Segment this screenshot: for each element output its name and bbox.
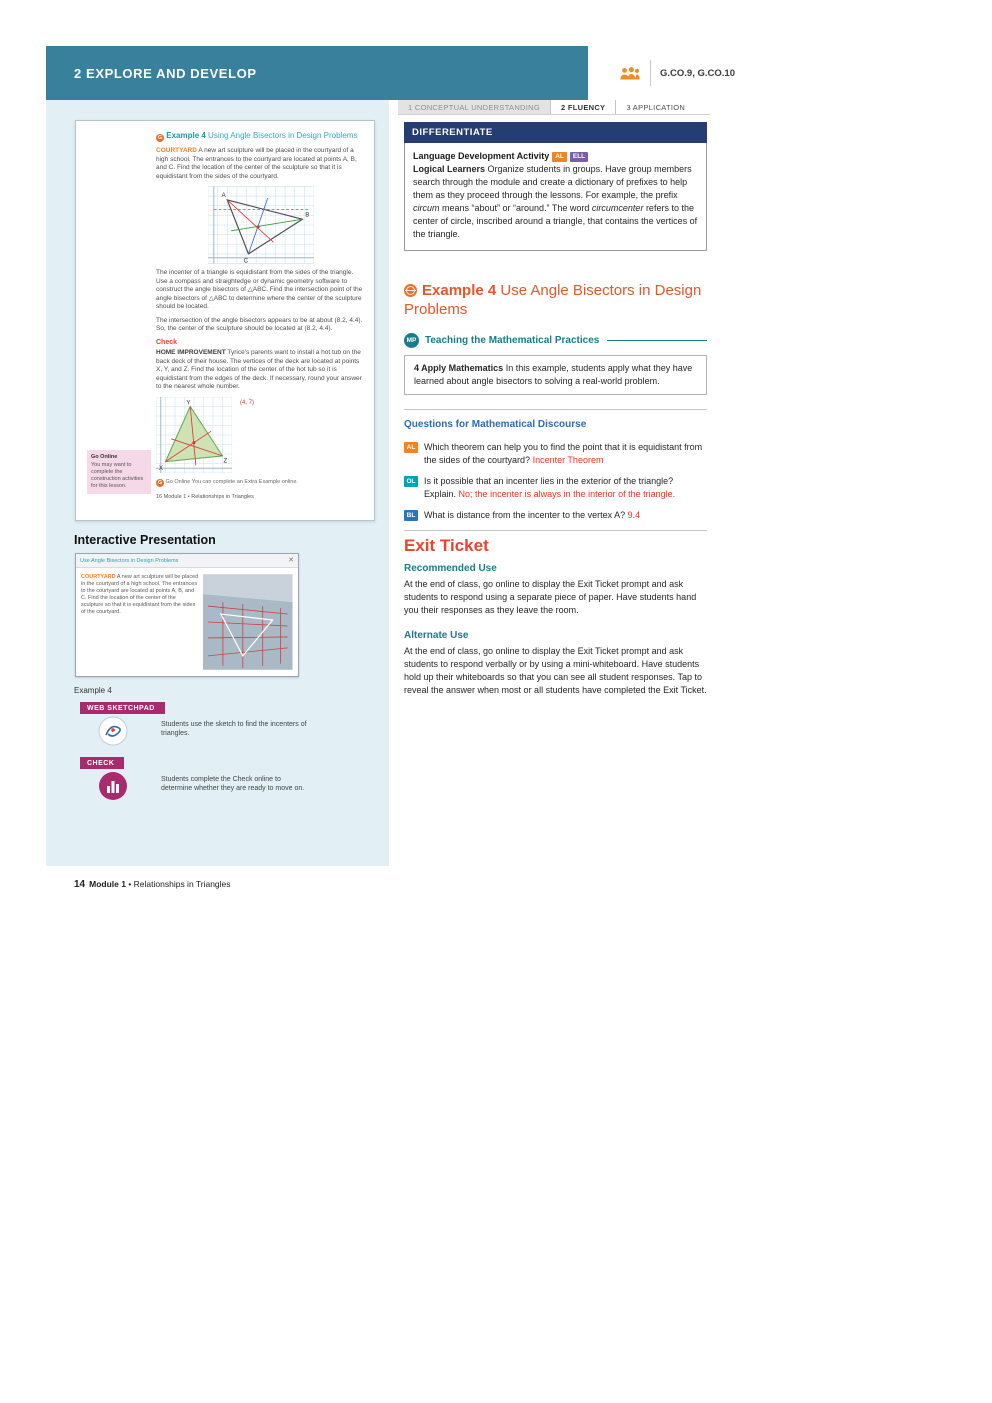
teaching-mp-row: [404, 333, 707, 348]
slide-title: Use Angle Bisectors in Design Problems: [80, 557, 179, 564]
slide-courtyard-label: COURTYARD: [81, 574, 116, 580]
courtyard-paragraph: [156, 147, 366, 181]
incenter-paragraph: The incenter of a triangle is equidistant from the sides of the triangle. Use a compass and straightedge or dynamic geometry software to construct the angle bisectors of △ABC. Find the intersection point of the angle bisectors of △ABC to determine where the center of the sculpture should be located.: [156, 269, 363, 310]
home-improvement-paragraph: [156, 349, 366, 392]
mp-note-box: [404, 355, 707, 395]
page-footer: [74, 879, 231, 890]
extra-example-text: Go Online You can complete an Extra Example online.: [165, 478, 298, 485]
diff-italic1: circum: [413, 203, 440, 213]
rigor-tabbar: [398, 100, 710, 115]
recommended-use-body: At the end of class, go online to display the Exit Ticket prompt and ask students to respond using a separate piece of paper. Have students hand you their responses as they leave the room.: [404, 579, 697, 615]
differentiate-box: [404, 122, 707, 251]
badge-ol: OL: [404, 476, 418, 487]
diff-seg1: Organize students in groups. Have group members search through the module and create a dictionary of prefixes to help them as they proceed through the lessons. For example, the prefix: [413, 164, 692, 200]
student-page-preview: [75, 120, 375, 521]
thumbnail-caption: Example 4: [74, 686, 112, 695]
go-online-title: Go Online: [91, 454, 118, 460]
courtyard-coordinate-graph: [208, 186, 314, 264]
graph2-vertex-x: X: [158, 464, 163, 472]
student-example-heading: [156, 131, 366, 142]
differentiate-header: DIFFERENTIATE: [404, 122, 707, 143]
mp-note-lead: 4 Apply Mathematics: [414, 363, 504, 373]
web-sketchpad-text: Students use the sketch to find the incenters of triangles.: [161, 721, 307, 737]
page-number: 14: [74, 879, 86, 890]
badge-ell: ELL: [570, 152, 588, 162]
mp-note-body: In this example, students apply what they have learned about angle bisectors to solving a real-world problem.: [414, 363, 693, 386]
conclusion-paragraph: The intersection of the angle bisectors appears to be at about (8.2, 4.4). So, the center of the sculpture should be located at (8.2, 4.4).: [156, 316, 363, 332]
diff-seg3: refers to the center of circle, inscribed around a triangle, that contains the vertices of the triangle.: [413, 203, 698, 239]
thumbnail-body: [76, 568, 298, 676]
activity-title: Language Development Activity: [413, 151, 550, 161]
section-header: [46, 46, 766, 100]
badge-bl: BL: [404, 510, 418, 521]
discourse-question-row: [404, 441, 707, 467]
extra-example-note: [156, 478, 366, 487]
alternate-use-body: At the end of class, go online to display the Exit Ticket prompt and ask students to respond verbally or by using a mini-whiteboard. Have students hold up their whiteboards so that you can see all student responses. Tap to reveal the answer when most or all students have completed the Exit Ticket.: [404, 646, 707, 695]
tab-fluency[interactable]: 2 FLUENCY: [550, 100, 615, 114]
check-banner: CHECK: [80, 757, 124, 769]
web-sketchpad-icon: [98, 716, 128, 746]
example4-heading: [404, 281, 707, 319]
student-page-footer: 16 Module 1 • Relationships in Triangles: [156, 493, 254, 500]
module-label: Module 1: [89, 879, 126, 889]
diff-seg2: means “about” or “around.” The word: [439, 203, 592, 213]
module-title: • Relationships in Triangles: [125, 879, 231, 889]
standards-text: G.CO.9, G.CO.10: [660, 67, 735, 79]
differentiate-paragraph: [413, 163, 698, 241]
go-online-text: You may want to complete the construction activities for this lesson.: [91, 462, 144, 489]
check-text: Students complete the Check online to determine whether they are ready to move on.: [161, 776, 305, 792]
answer: Incenter Theorem: [532, 455, 604, 465]
alternate-use-heading: Alternate Use: [404, 630, 469, 641]
answer: 9.4: [627, 510, 641, 520]
deck-coordinate-graph: [156, 397, 232, 473]
discourse-question-row: [404, 475, 707, 501]
question-text: [424, 509, 640, 522]
graph2-vertex-y: Y: [186, 399, 191, 407]
graph1-vertex-c: C: [243, 257, 249, 264]
example4-title: Use Angle Bisectors in Design Problems: [404, 282, 702, 318]
answer: No; the incenter is always in the interior of the triangle.: [458, 489, 676, 499]
slide-text: [81, 574, 198, 670]
badge-al: AL: [404, 442, 418, 453]
thumbnail-titlebar: [76, 554, 298, 568]
differentiate-body: [404, 143, 707, 251]
exit-ticket-heading: Exit Ticket: [404, 536, 489, 555]
courtyard-label: COURTYARD: [156, 147, 197, 154]
slide-courtyard-text: A new art sculpture will be placed in the courtyard of a high school. The entrances to the courtyard are located at points A, B, and C. Find the location of the center of the sculpture so that it is equidistant from the sides of the courtyard.: [81, 574, 199, 615]
graph1-vertex-b: B: [305, 211, 310, 219]
web-sketchpad-banner: WEB SKETCHPAD: [80, 702, 165, 714]
divider: [650, 60, 651, 86]
tab-application[interactable]: 3 APPLICATION: [615, 100, 695, 114]
badge-al: AL: [552, 152, 567, 162]
graph1-vertex-a: A: [221, 192, 226, 200]
student-example-label: Example 4: [166, 131, 206, 140]
logical-learners-label: Logical Learners: [413, 164, 486, 174]
recommended-use-heading: Recommended Use: [404, 563, 497, 574]
globe-icon: [404, 284, 417, 297]
presentation-thumbnail: [75, 553, 299, 677]
section-title: 2 EXPLORE AND DEVELOP: [74, 65, 257, 81]
people-group-icon: [619, 66, 641, 81]
check-heading: Check: [156, 338, 178, 346]
deck-answer-label: (4, 7): [240, 399, 255, 406]
go-online-icon: G: [157, 479, 163, 486]
standards-box: [588, 46, 766, 100]
discourse-heading: Questions for Mathematical Discourse: [404, 419, 587, 430]
discourse-question-row: [404, 509, 707, 522]
student-page-content: [156, 131, 366, 501]
close-icon[interactable]: ✕: [288, 557, 294, 564]
question: Which theorem can help you to find the point that it is equidistant from the sides of the courtyard?: [424, 442, 703, 465]
courtyard-photo: [203, 574, 293, 670]
teacher-right-column: [404, 122, 707, 709]
mp-icon: MP: [404, 333, 419, 348]
question-text: [424, 441, 707, 467]
divider-rule: [404, 409, 707, 410]
example4-label: Example 4: [422, 282, 497, 299]
mp-rule: [607, 340, 707, 341]
diff-italic2: circumcenter: [591, 203, 644, 213]
tab-conceptual-understanding[interactable]: 1 CONCEPTUAL UNDERSTANDING: [398, 100, 550, 114]
interactive-presentation-heading: Interactive Presentation: [74, 533, 216, 547]
student-example-title: Using Angle Bisectors in Design Problems: [208, 131, 358, 140]
home-improvement-label: HOME IMPROVEMENT: [156, 349, 226, 356]
teaching-mp-heading: Teaching the Mathematical Practices: [425, 335, 600, 346]
divider-rule: [404, 530, 707, 531]
check-chart-icon: [98, 771, 128, 801]
question: Is it possible that an incenter lies in the exterior of the triangle? Explain.: [424, 476, 674, 499]
home-improvement-text: Tyrice's parents want to install a hot tub on the back deck of their house. The vertices of the deck are located at points X, Y, and Z. Find the location of the center of the hot tub so it is equidistant from the edges of the deck. If necessary, round your answer to the nearest whole number.: [156, 349, 362, 390]
courtyard-text: A new art sculpture will be placed in the courtyard of a high school. The entrances to the courtyard are located at points A, B, and C. Find the location of the center of the sculpture so that it is equidistant from the sides of the courtyard.: [156, 147, 357, 180]
deck-graph-row: [156, 397, 366, 475]
graph2-vertex-z: Z: [223, 457, 228, 465]
question-text: [424, 475, 707, 501]
go-online-sidebar: [87, 450, 151, 494]
go-online-icon: G: [157, 135, 163, 141]
question: What is distance from the incenter to the vertex A?: [424, 510, 626, 520]
